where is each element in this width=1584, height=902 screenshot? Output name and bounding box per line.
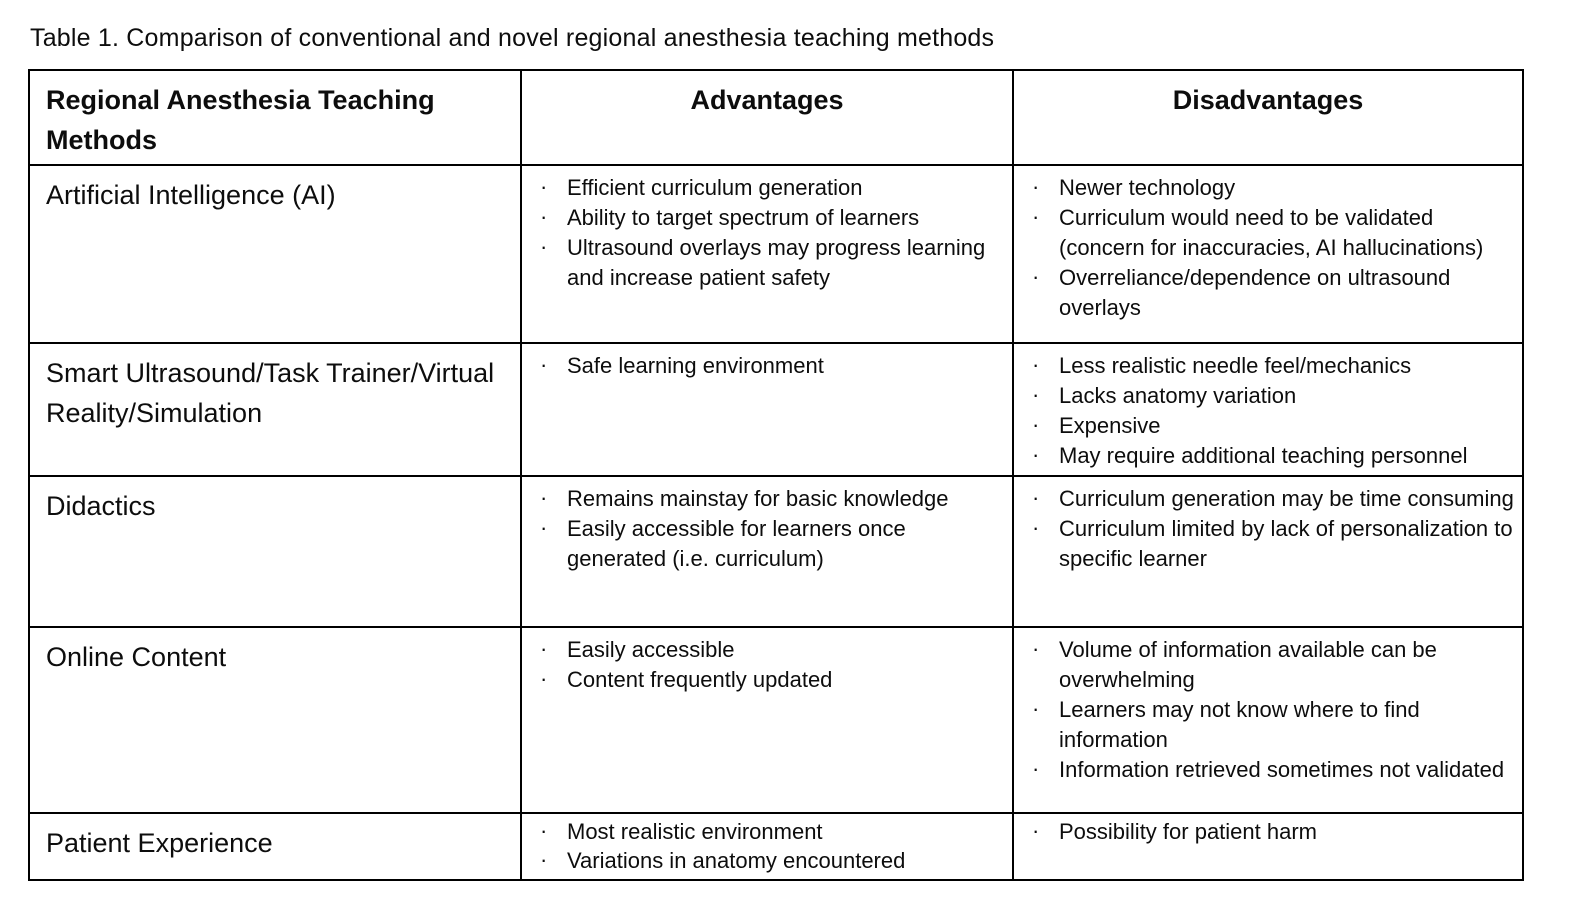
bullet-text: Curriculum would need to be validated (concern for inaccuracies, AI hallucinations) <box>1059 205 1484 260</box>
bullet-icon: · <box>540 485 548 510</box>
bullet-text: Most realistic environment <box>567 819 823 844</box>
table-caption: Table 1. Comparison of conventional and novel regional anesthesia teaching methods <box>30 24 995 52</box>
disadvantages-cell <box>1013 813 1523 880</box>
bullet-item <box>534 514 1004 574</box>
table-row <box>29 476 1523 627</box>
bullet-item <box>1026 484 1514 514</box>
bullet-item <box>1026 514 1514 574</box>
bullet-text: Curriculum generation may be time consuming <box>1059 486 1514 511</box>
bullet-text: Efficient curriculum generation <box>567 175 863 200</box>
bullet-text: Ability to target spectrum of learners <box>567 205 920 230</box>
bullet-item <box>1026 441 1514 471</box>
bullet-icon: · <box>1032 382 1040 407</box>
bullet-item <box>1026 381 1514 411</box>
advantages-list <box>534 635 1004 695</box>
bullet-item <box>534 817 1004 846</box>
method-name: Artificial Intelligence (AI) <box>29 165 521 343</box>
bullet-text: Less realistic needle feel/mechanics <box>1059 353 1412 378</box>
advantages-cell <box>521 165 1013 343</box>
bullet-icon: · <box>1032 696 1040 721</box>
bullet-text: Volume of information available can be overwhelming <box>1059 637 1437 692</box>
table-row <box>29 813 1523 880</box>
bullet-icon: · <box>1032 818 1040 843</box>
disadvantages-list <box>1026 635 1514 785</box>
bullet-icon: · <box>1032 756 1040 781</box>
bullet-icon: · <box>1032 412 1040 437</box>
bullet-text: May require additional teaching personnel <box>1059 443 1468 468</box>
bullet-icon: · <box>1032 636 1040 661</box>
bullet-icon: · <box>540 234 548 259</box>
method-name: Patient Experience <box>29 813 521 880</box>
disadvantages-list <box>1026 484 1514 574</box>
bullet-icon: · <box>1032 442 1040 467</box>
bullet-icon: · <box>540 352 548 377</box>
bullet-icon: · <box>540 174 548 199</box>
bullet-item <box>534 635 1004 665</box>
bullet-icon: · <box>540 666 548 691</box>
bullet-icon: · <box>1032 174 1040 199</box>
bullet-text: Easily accessible for learners once generated (i.e. curriculum) <box>567 516 906 571</box>
bullet-item <box>534 351 1004 381</box>
bullet-text: Easily accessible <box>567 637 735 662</box>
bullet-item <box>534 173 1004 203</box>
bullet-icon: · <box>1032 485 1040 510</box>
table-row <box>29 165 1523 343</box>
bullet-item <box>534 665 1004 695</box>
bullet-item <box>1026 411 1514 441</box>
bullet-item <box>534 484 1004 514</box>
bullet-icon: · <box>1032 204 1040 229</box>
disadvantages-cell <box>1013 165 1523 343</box>
disadvantages-list <box>1026 817 1514 846</box>
bullet-icon: · <box>540 818 548 843</box>
bullet-text: Possibility for patient harm <box>1059 819 1317 844</box>
bullet-icon: · <box>540 636 548 661</box>
bullet-text: Variations in anatomy encountered <box>567 848 906 873</box>
advantages-cell <box>521 813 1013 880</box>
bullet-item <box>1026 635 1514 695</box>
disadvantages-cell <box>1013 627 1523 813</box>
disadvantages-list <box>1026 173 1514 323</box>
bullet-icon: · <box>540 515 548 540</box>
bullet-icon: · <box>1032 264 1040 289</box>
header-teaching-methods: Regional Anesthesia Teaching Methods <box>29 70 521 165</box>
method-name: Didactics <box>29 476 521 627</box>
bullet-item <box>1026 263 1514 323</box>
method-name: Online Content <box>29 627 521 813</box>
bullet-text: Information retrieved sometimes not validated <box>1059 757 1505 782</box>
bullet-text: Curriculum limited by lack of personalization to specific learner <box>1059 516 1513 571</box>
disadvantages-list <box>1026 351 1514 471</box>
advantages-list <box>534 351 1004 381</box>
bullet-icon: · <box>1032 352 1040 377</box>
advantages-list <box>534 817 1004 875</box>
bullet-item <box>1026 817 1514 846</box>
disadvantages-cell <box>1013 476 1523 627</box>
bullet-text: Expensive <box>1059 413 1161 438</box>
bullet-text: Safe learning environment <box>567 353 824 378</box>
bullet-item <box>1026 351 1514 381</box>
bullet-text: Ultrasound overlays may progress learning and increase patient safety <box>567 235 986 290</box>
bullet-text: Learners may not know where to find information <box>1059 697 1420 752</box>
bullet-text: Content frequently updated <box>567 667 833 692</box>
advantages-cell <box>521 476 1013 627</box>
bullet-text: Lacks anatomy variation <box>1059 383 1297 408</box>
bullet-item <box>534 203 1004 233</box>
header-disadvantages: Disadvantages <box>1013 70 1523 165</box>
bullet-icon: · <box>1032 515 1040 540</box>
bullet-text: Newer technology <box>1059 175 1236 200</box>
comparison-table <box>28 69 1524 881</box>
bullet-text: Overreliance/dependence on ultrasound overlays <box>1059 265 1451 320</box>
bullet-item <box>1026 695 1514 755</box>
bullet-icon: · <box>540 847 548 872</box>
bullet-item <box>534 233 1004 293</box>
header-advantages: Advantages <box>521 70 1013 165</box>
bullet-item <box>1026 755 1514 785</box>
bullet-item <box>534 846 1004 875</box>
advantages-list <box>534 173 1004 293</box>
bullet-text: Remains mainstay for basic knowledge <box>567 486 949 511</box>
table-row <box>29 343 1523 476</box>
table-row <box>29 627 1523 813</box>
advantages-cell <box>521 627 1013 813</box>
disadvantages-cell <box>1013 343 1523 476</box>
header-row <box>29 70 1523 165</box>
advantages-list <box>534 484 1004 574</box>
bullet-icon: · <box>540 204 548 229</box>
method-name: Smart Ultrasound/Task Trainer/Virtual Reality/Simulation <box>29 343 521 476</box>
advantages-cell <box>521 343 1013 476</box>
bullet-item <box>1026 173 1514 203</box>
bullet-item <box>1026 203 1514 263</box>
